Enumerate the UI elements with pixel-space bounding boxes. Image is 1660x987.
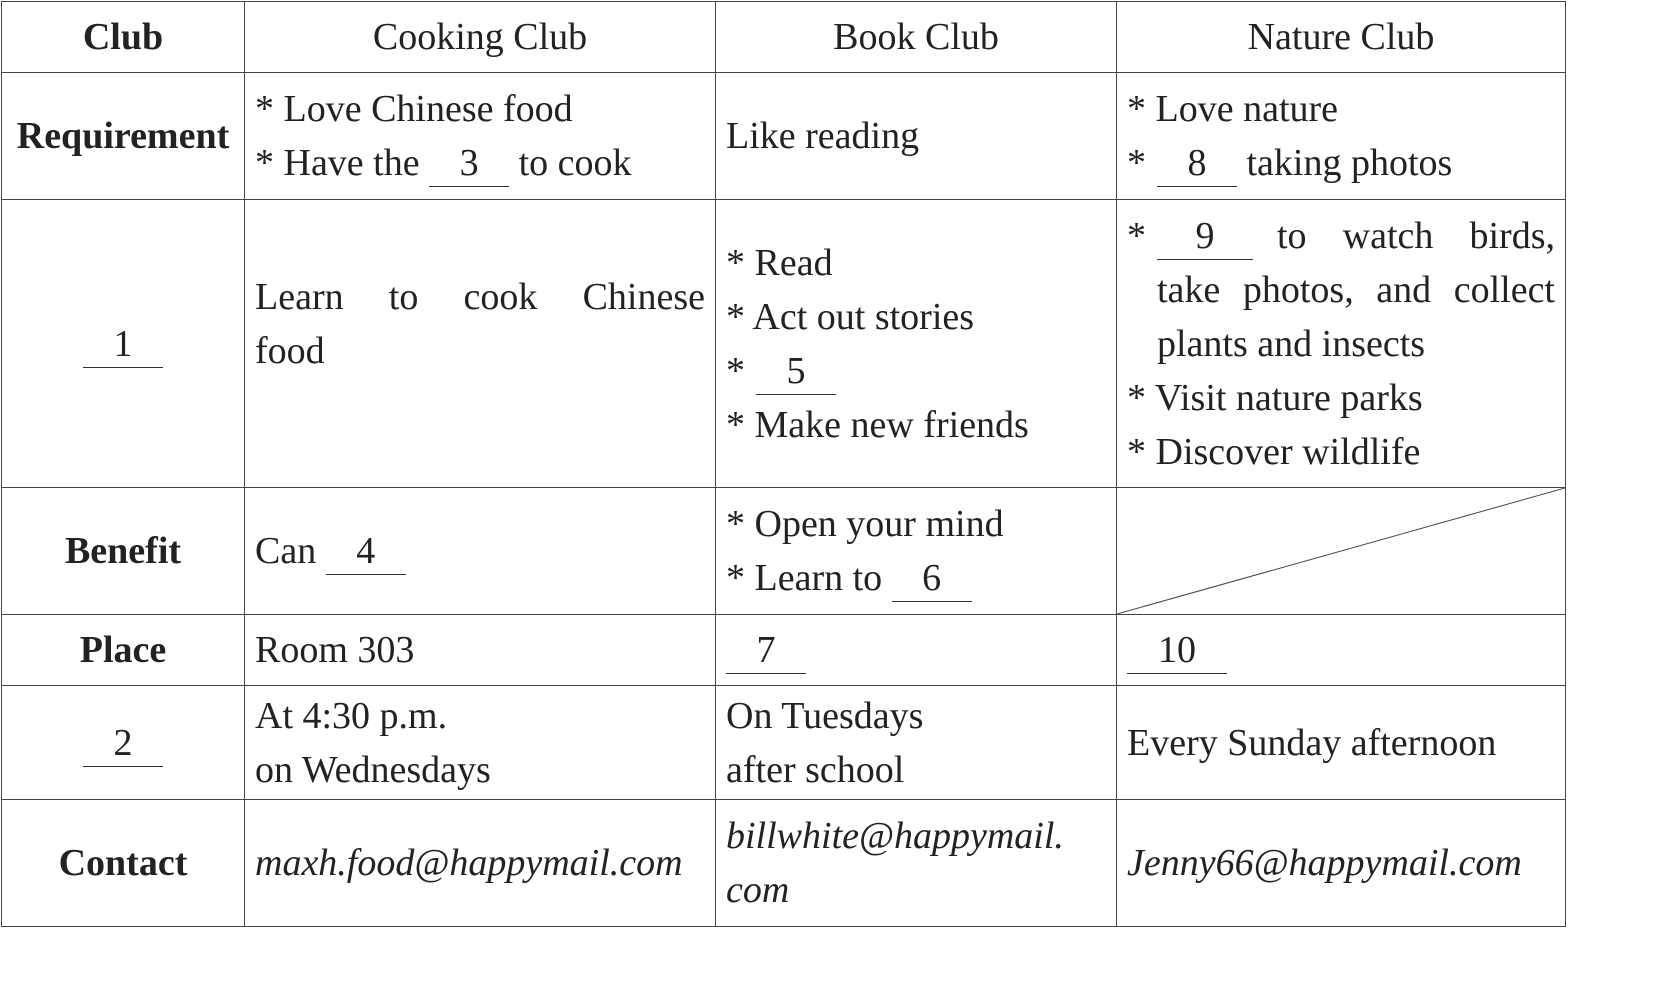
blank-4: 4 (326, 528, 406, 575)
nature-req-line2 (1127, 136, 1555, 190)
requirement-row (2, 73, 1566, 200)
place-label: Place (2, 615, 245, 686)
nature-time: Every Sunday afternoon (1117, 686, 1566, 800)
diagonal-line (1117, 488, 1565, 614)
cooking-contact: maxh.food@happymail.com (245, 800, 716, 927)
book-activity-2: * Act out stories (726, 295, 975, 338)
book-benefit-1: * Open your mind (726, 503, 1004, 545)
nature-req-post: taking photos (1246, 142, 1453, 184)
book-requirement: Like reading (716, 73, 1117, 200)
book-time-2: after school (726, 748, 905, 791)
cooking-time (245, 686, 716, 800)
nature-club-header: Nature Club (1117, 2, 1566, 73)
book-contact-1: billwhite@happymail. (726, 815, 1064, 857)
book-activity-1: * Read (726, 241, 833, 284)
cooking-activity-line2: food (255, 329, 325, 372)
benefit-label: Benefit (2, 488, 245, 615)
cooking-place: Room 303 (245, 615, 716, 686)
book-benefit-2 (726, 551, 1106, 605)
activity-row (2, 200, 1566, 488)
book-contact-2: com (726, 869, 790, 911)
nature-benefit-empty (1117, 488, 1566, 615)
blank-9: 9 (1157, 213, 1253, 260)
nature-contact: Jenny66@happymail.com (1117, 800, 1566, 927)
nature-req-line1: * Love nature (1127, 88, 1339, 130)
book-activity-3 (726, 344, 1106, 398)
nature-activity-3: * Discover wildlife (1127, 430, 1421, 473)
blank-1: 1 (83, 321, 163, 368)
nature-place (1117, 615, 1566, 686)
cooking-req-pre: * Have the (255, 142, 420, 184)
cooking-club-header: Cooking Club (245, 2, 716, 73)
cooking-req-line2 (255, 136, 705, 190)
cooking-requirement (245, 73, 716, 200)
nature-req-star: * (1127, 142, 1146, 184)
book-activity (716, 200, 1117, 488)
nature-activity-1 (1127, 209, 1555, 263)
club-table (1, 1, 1566, 927)
blank-7: 7 (726, 627, 806, 674)
blank-6: 6 (892, 555, 972, 602)
nature-activity-2: * Visit nature parks (1127, 376, 1423, 419)
book-contact (716, 800, 1117, 927)
book-time-1: On Tuesdays (726, 694, 924, 737)
place-row (2, 615, 1566, 686)
nature-activity-star: * 9 (1127, 209, 1253, 263)
nature-activity-text1: to watch birds, (1277, 214, 1555, 257)
activity-label-cell (2, 200, 245, 488)
blank-2: 2 (83, 720, 163, 767)
cooking-req-post: to cook (518, 142, 632, 184)
cooking-activity-line1: Learn to cook Chinese (255, 275, 705, 318)
nature-activity-text3: plants and insects (1157, 322, 1426, 365)
blank-3: 3 (429, 140, 509, 187)
header-row (2, 2, 1566, 73)
club-header: Club (2, 2, 245, 73)
book-activity-4: * Make new friends (726, 403, 1029, 446)
book-time (716, 686, 1117, 800)
contact-row (2, 800, 1566, 927)
benefit-row (2, 488, 1566, 615)
blank-5: 5 (756, 348, 836, 395)
cooking-activity (245, 200, 716, 488)
time-row (2, 686, 1566, 800)
cooking-time-2: on Wednesdays (255, 748, 491, 791)
contact-label: Contact (2, 800, 245, 927)
cooking-benefit-pre: Can (255, 530, 317, 572)
book-place (716, 615, 1117, 686)
book-benefit-pre: * Learn to (726, 557, 883, 599)
nature-activity-text2: take photos, and collect (1157, 268, 1555, 311)
blank-10: 10 (1127, 627, 1227, 674)
book-club-header: Book Club (716, 2, 1117, 73)
cooking-benefit (245, 488, 716, 615)
requirement-label: Requirement (2, 73, 245, 200)
cooking-req-line1: * Love Chinese food (255, 88, 573, 130)
blank-8: 8 (1157, 140, 1237, 187)
nature-activity (1117, 200, 1566, 488)
nature-requirement (1117, 73, 1566, 200)
cooking-time-1: At 4:30 p.m. (255, 694, 448, 737)
book-benefit (716, 488, 1117, 615)
book-activity-star: * (726, 349, 745, 392)
time-label-cell (2, 686, 245, 800)
